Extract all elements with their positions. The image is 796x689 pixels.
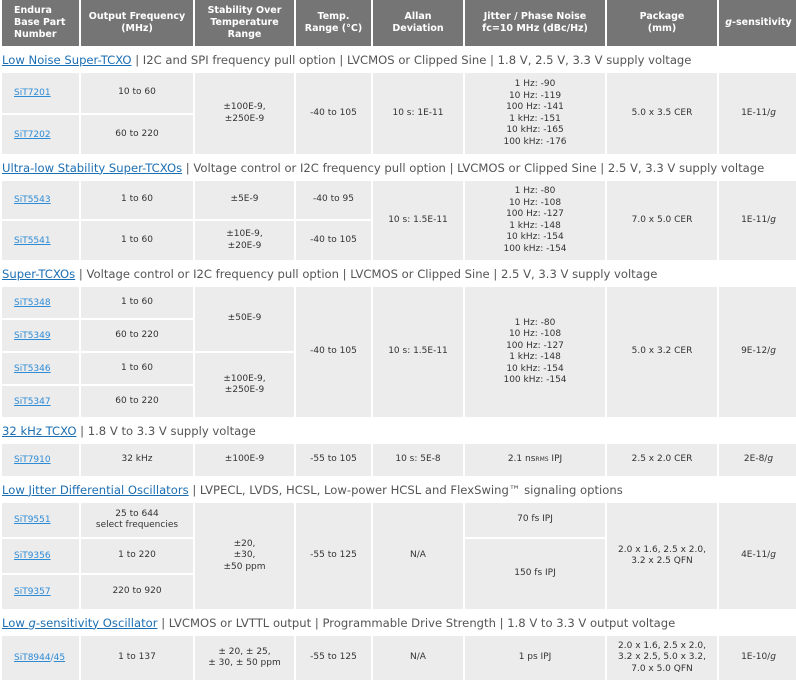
stability-cell: ±100E-9, ±250E-9 [195,353,294,417]
part-number-cell [2,181,79,219]
table-row [2,503,796,537]
g-sensitivity-value: 9E-12/ [741,346,771,357]
part-link-sit5348[interactable]: SiT5348 [14,297,51,308]
g-sensitivity-value: 1E-10/ [741,652,771,663]
section-title-part-a: Low [2,615,29,630]
section-title-link[interactable]: Ultra-low Stability Super-TCXOs [2,160,183,175]
frequency-cell: 32 kHz [81,444,193,476]
g-sensitivity-value: 4E-11/ [741,550,771,561]
section-description: | I2C and SPI frequency pull option | LVCMOS or Clipped Sine | 1.8 V, 2.5 V, 3.3 V supply voltage [131,52,692,67]
part-number-cell [2,386,79,417]
temp-range-cell: -40 to 105 [296,221,371,260]
section-description: | LVPECL, LVDS, HCSL, Low-power HCSL and FlexSwing™ signaling options [188,482,623,497]
part-link-sit5349[interactable]: SiT5349 [14,330,51,341]
table-row [2,287,796,318]
g-unit: g [770,346,776,357]
jitter-cell [465,444,605,476]
part-number-cell [2,221,79,260]
header-jitter: Jitter / Phase Noise fc=10 MHz (dBc/Hz) [465,0,605,46]
section-header-ultra-low-stability [2,156,796,179]
stability-cell: ±5E-9 [195,181,294,219]
package-cell: 2.0 x 1.6, 2.5 x 2.0, 3.2 x 2.5, 5.0 x 3.2, 7.0 x 5.0 QFN [607,636,717,680]
part-number-cell [2,73,79,113]
section-title-link[interactable]: Low Jitter Differential Oscillators [2,482,189,497]
temp-range-cell: -55 to 125 [296,503,371,609]
g-unit: g [770,550,776,561]
section-description: | Voltage control or I2C frequency pull option | LVCMOS or Clipped Sine | 2.5 V, 3.3 V supply voltage [75,266,658,281]
g-sensitivity-cell [719,287,796,417]
stability-cell: ±100E-9, ±250E-9 [195,73,294,154]
frequency-cell: 1 to 60 [81,353,193,384]
part-link-sit9551[interactable]: SiT9551 [14,515,51,525]
allan-deviation-cell: 10 s: 1E-11 [373,73,463,154]
part-link-sit5543[interactable]: SiT5543 [14,195,51,205]
allan-deviation-cell: 10 s: 1.5E-11 [373,287,463,417]
g-unit: g [770,652,776,663]
temp-range-cell: -40 to 95 [296,181,371,219]
part-number-cell [2,539,79,573]
header-package: Package (mm) [607,0,717,46]
g-unit: g [770,107,776,118]
temp-range-cell: -40 to 105 [296,73,371,154]
part-number-cell [2,320,79,351]
temp-range-cell: -40 to 105 [296,287,371,417]
table-row [2,73,796,113]
part-link-sit7201[interactable]: SiT7201 [14,88,51,98]
stability-cell: ±10E-9, ±20E-9 [195,221,294,260]
header-stability: Stability Over Temperature Range [195,0,294,46]
part-number-cell [2,575,79,609]
part-number-cell [2,636,79,680]
g-sensitivity-cell [719,444,796,476]
frequency-cell: 220 to 920 [81,575,193,609]
table-row [2,636,796,680]
stability-cell: ±100E-9 [195,444,294,476]
frequency-cell: 25 to 644 select frequencies [81,503,193,537]
frequency-cell: 60 to 220 [81,115,193,154]
section-description: | Voltage control or I2C frequency pull option | LVCMOS or Clipped Sine | 2.5 V, 3.3 V supply voltage [182,160,765,175]
part-link-sit5346[interactable]: SiT5346 [14,363,51,374]
table-row [2,444,796,476]
section-row [2,419,796,442]
frequency-cell: 1 to 137 [81,636,193,680]
part-number-cell [2,444,79,476]
g-sensitivity-cell [719,181,796,260]
jitter-cell: 1 ps IPJ [465,636,605,680]
g-unit: g [770,214,776,225]
header-part-number: Endura Base Part Number [2,0,79,46]
allan-deviation-cell: 10 s: 5E-8 [373,444,463,476]
part-link-sit7202[interactable]: SiT7202 [14,129,51,140]
section-row [2,478,796,501]
part-link-sit8945[interactable]: 45 [53,653,66,663]
header-g-sensitivity: g-sensitivity [719,0,796,46]
part-number-cell [2,503,79,537]
part-link-sit7910[interactable]: SiT7910 [14,455,51,465]
frequency-cell: 60 to 220 [81,320,193,351]
section-header-low-g-sensitivity [2,611,796,634]
stability-cell: ± 20, ± 25, ± 30, ± 50 ppm [195,636,294,680]
package-cell: 5.0 x 3.5 CER [607,73,717,154]
temp-range-cell: -55 to 125 [296,636,371,680]
section-title-part-b: -sensitivity Oscillator [35,615,158,630]
phase-noise-cell: 1 Hz: -90 10 Hz: -119 100 Hz: -141 1 kHz: -151 10 kHz: -165 100 kHz: -176 [465,73,605,154]
package-cell: 5.0 x 3.2 CER [607,287,717,417]
package-cell: 7.0 x 5.0 CER [607,181,717,260]
allan-deviation-cell: N/A [373,636,463,680]
part-number-cell [2,287,79,318]
frequency-cell: 1 to 60 [81,181,193,219]
frequency-cell: 10 to 60 [81,73,193,113]
section-header-low-noise-super-tcxo [2,48,796,71]
part-number-cell [2,353,79,384]
section-row [2,156,796,179]
jitter-rms-subscript: RMS [535,456,549,464]
section-header-low-jitter-differential [2,478,796,501]
part-number-cell [2,115,79,154]
table-row [2,181,796,219]
section-title-link[interactable]: Super-TCXOs [2,266,76,281]
part-separator: / [50,653,54,663]
jitter-suffix: IPJ [548,454,563,465]
package-cell: 2.0 x 1.6, 2.5 x 2.0, 3.2 x 2.5 QFN [607,503,717,609]
section-header-super-tcxos [2,262,796,285]
g-sensitivity-value: 1E-11/ [741,107,771,118]
part-link-sit8944[interactable]: SiT8944 [14,653,51,663]
section-title-g: g [28,615,36,630]
g-unit: g [767,454,774,465]
g-sensitivity-cell [719,636,796,680]
section-row [2,262,796,285]
phase-noise-cell: 1 Hz: -80 10 Hz: -108 100 Hz: -127 1 kHz: -148 10 kHz: -154 100 kHz: -154 [465,287,605,417]
jitter-cell: 70 fs IPJ [465,503,605,537]
frequency-cell: 1 to 60 [81,221,193,260]
header-output-frequency: Output Frequency (MHz) [81,0,193,46]
part-link-sit5541[interactable]: SiT5541 [14,235,51,246]
section-row [2,48,796,71]
frequency-cell: 60 to 220 [81,386,193,417]
package-cell: 2.5 x 2.0 CER [607,444,717,476]
part-link-sit9357[interactable]: SiT9357 [14,587,51,597]
allan-deviation-cell: 10 s: 1.5E-11 [373,181,463,260]
section-title-link[interactable]: Low Noise Super-TCXO [2,52,132,67]
jitter-value: 2.1 ns [507,454,536,465]
section-header-32khz-tcxo [2,419,796,442]
allan-deviation-cell: N/A [373,503,463,609]
header-temp-range: Temp. Range (°C) [296,0,371,46]
part-link-sit9356[interactable]: SiT9356 [14,551,51,561]
header-allan-deviation: Allan Deviation [373,0,463,46]
stability-cell: ±20, ±30, ±50 ppm [195,503,294,609]
section-description: | 1.8 V to 3.3 V supply voltage [76,423,256,438]
part-link-sit5347[interactable]: SiT5347 [14,396,51,407]
phase-noise-cell: 1 Hz: -80 10 Hz: -108 100 Hz: -127 1 kHz: -148 10 kHz: -154 100 kHz: -154 [465,181,605,260]
g-sensitivity-cell [719,73,796,154]
header-row [2,0,796,46]
frequency-cell: 1 to 220 [81,539,193,573]
section-title-link[interactable]: 32 kHz TCXO [2,423,77,438]
jitter-cell: 150 fs IPJ [465,539,605,609]
stability-cell: ±50E-9 [195,287,294,351]
g-sensitivity-value: 1E-11/ [741,214,771,225]
section-description: | LVCMOS or LVTTL output | Programmable Drive Strength | 1.8 V to 3.3 V output voltage [157,615,676,630]
g-sensitivity-cell [719,503,796,609]
g-sensitivity-value: 2E-8/ [743,454,768,465]
section-title-link[interactable] [2,616,158,630]
section-row [2,611,796,634]
temp-range-cell: -55 to 105 [296,444,371,476]
frequency-cell: 1 to 60 [81,287,193,318]
